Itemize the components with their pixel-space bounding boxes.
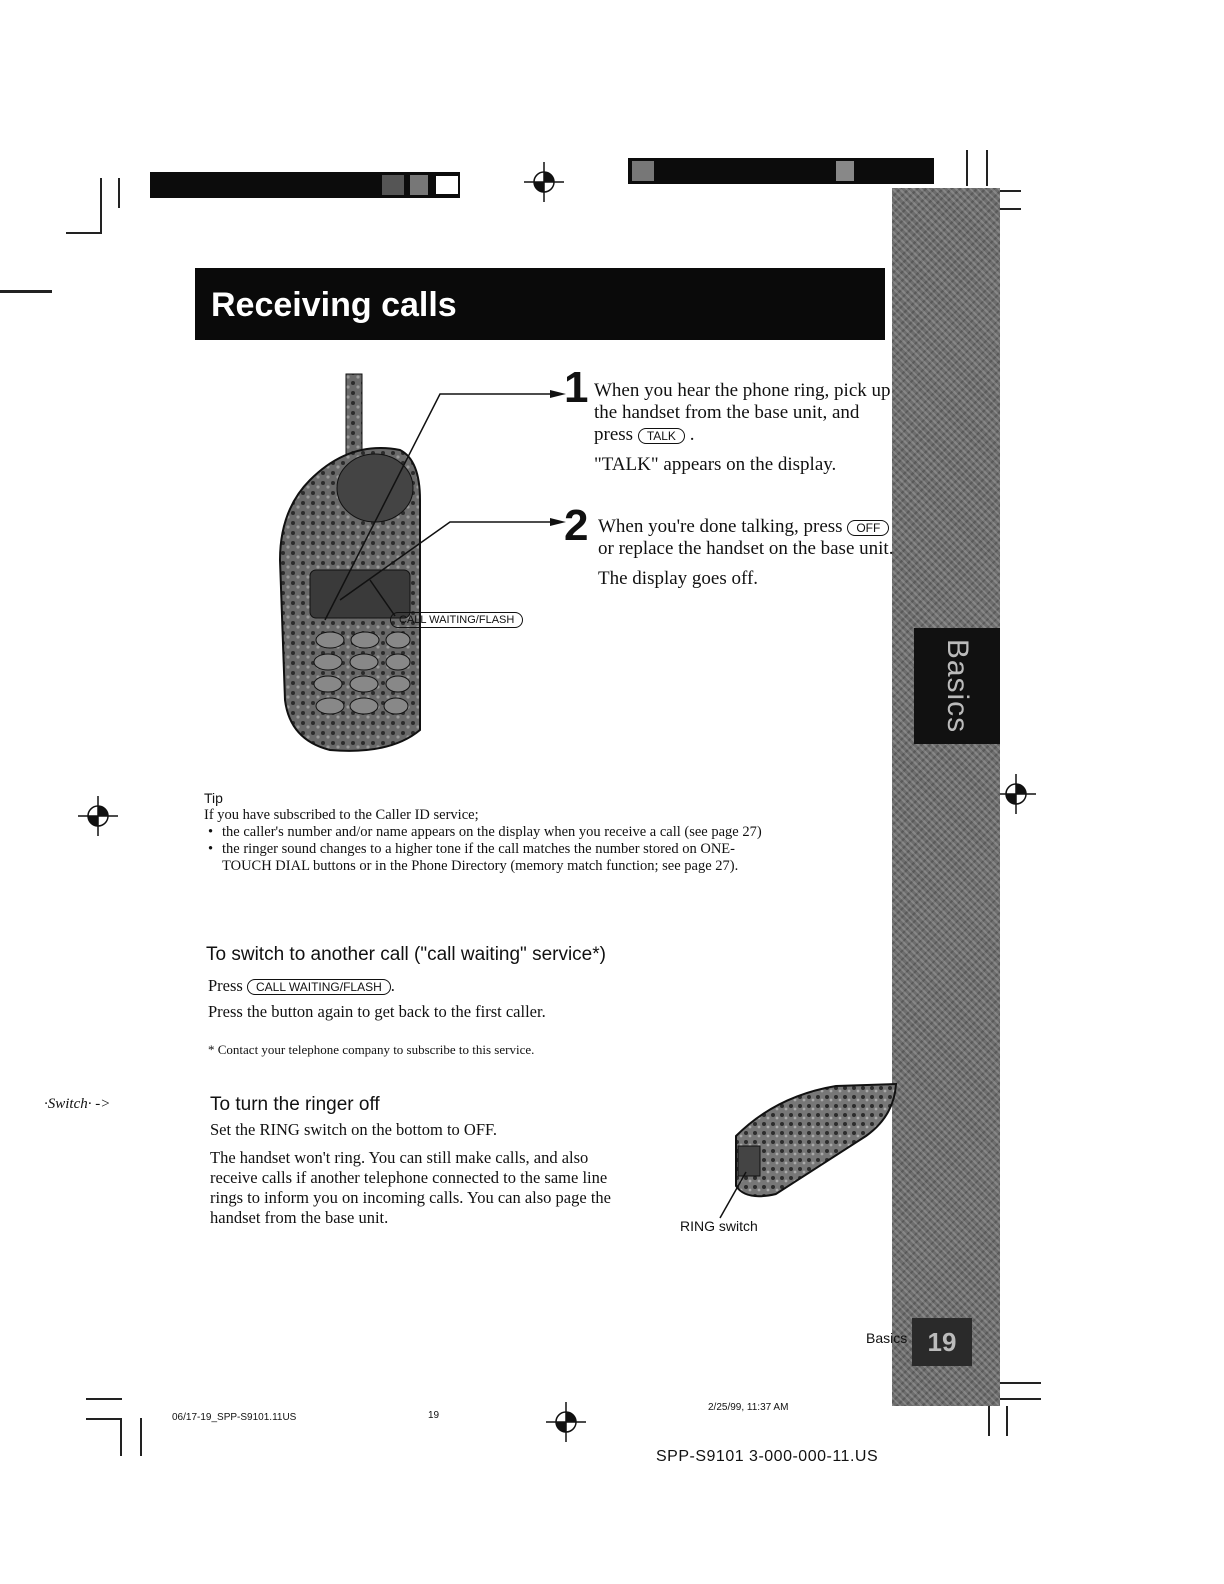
crop-mark: [86, 1398, 122, 1400]
tip-intro: If you have subscribed to the Caller ID service;: [204, 807, 479, 823]
step-1-text: [594, 380, 894, 484]
section-band: [892, 188, 1000, 1406]
section-tab-label: Basics: [941, 638, 975, 734]
registration-target-icon: [996, 774, 1036, 814]
model-number: SPP-S9101 3-000-000-11.US: [656, 1448, 879, 1465]
tip-heading: Tip: [204, 790, 223, 806]
call-waiting-flash-key-label: CALL WAITING/FLASH: [390, 612, 523, 628]
print-page: 19: [428, 1410, 440, 1421]
off-key: OFF: [847, 520, 889, 536]
print-file-name: 06/17-19_SPP-S9101.11US: [172, 1412, 297, 1423]
crop-mark: [966, 150, 968, 186]
registration-bar-left: [150, 172, 460, 198]
tip-block: [204, 790, 804, 875]
call-waiting-footnote: * Contact your telephone company to subscribe to this service.: [208, 1042, 535, 1057]
step-2-text: [598, 516, 898, 598]
registration-bar-right: [628, 158, 934, 184]
footer-section-label: Basics: [866, 1330, 908, 1346]
tip-item: • the ringer sound changes to a higher tone if the call matches the number stored on ONE-TOUCH DIAL buttons or in the Phone Directory (memory match function; see page 27).: [204, 841, 764, 875]
ringer-heading: To turn the ringer off: [210, 1094, 380, 1115]
ring-switch-label: RING switch: [680, 1218, 758, 1234]
crop-mark: [140, 1418, 142, 1456]
step-2-instruction: When you're done talking, press: [598, 516, 843, 537]
registration-target-icon: [524, 162, 564, 202]
talk-key: TALK: [638, 428, 685, 444]
crop-mark: [100, 178, 102, 234]
page-title: Receiving calls: [211, 286, 457, 324]
call-waiting-flash-key: CALL WAITING/FLASH: [247, 979, 391, 995]
crop-mark: [988, 1406, 990, 1436]
step-2-result: The display goes off.: [598, 568, 759, 589]
page-header: [195, 268, 885, 340]
step-1-instruction: When you hear the phone ring, pick up the handset from the base unit, and press: [594, 380, 891, 445]
handset-illustration: [270, 370, 570, 760]
ringer-line1: Set the RING switch on the bottom to OFF.: [210, 1120, 497, 1139]
step-1-result: "TALK" appears on the display.: [594, 454, 837, 475]
margin-note: ·Switch· ->: [44, 1096, 111, 1112]
crop-mark: [66, 232, 102, 234]
ringer-line2: The handset won't ring. You can still make calls, and also receive calls if another telephone connected to the same line rings to inform you on incoming calls. You can also page the handset from the base unit.: [210, 1148, 611, 1227]
crop-mark: [0, 290, 52, 293]
registration-target-icon: [546, 1402, 586, 1442]
registration-target-icon: [78, 796, 118, 836]
crop-mark: [118, 178, 120, 208]
ring-switch-illustration: [716, 1076, 902, 1222]
call-waiting-heading: To switch to another call ("call waiting" service*): [206, 944, 606, 965]
crop-mark: [1006, 1406, 1008, 1436]
print-datetime: 2/25/99, 11:37 AM: [708, 1402, 789, 1413]
step-1-instruction-end: .: [689, 424, 695, 445]
step-number: 1: [564, 363, 589, 412]
press-label: Press: [208, 976, 243, 995]
call-waiting-line2: Press the button again to get back to the first caller.: [208, 1002, 546, 1021]
page-number: 19: [912, 1318, 972, 1366]
crop-mark: [86, 1418, 122, 1420]
tip-item: • the caller's number and/or name appears on the display when you receive a call (see page 27): [204, 824, 804, 841]
press-line-end: .: [390, 976, 395, 995]
crop-mark: [120, 1418, 122, 1456]
step-number: 2: [564, 501, 589, 550]
section-tab: [914, 628, 1000, 744]
call-waiting-press-line: [208, 976, 395, 996]
crop-mark: [986, 150, 988, 186]
step-2-instruction-end: or replace the handset on the base unit.: [598, 538, 894, 559]
